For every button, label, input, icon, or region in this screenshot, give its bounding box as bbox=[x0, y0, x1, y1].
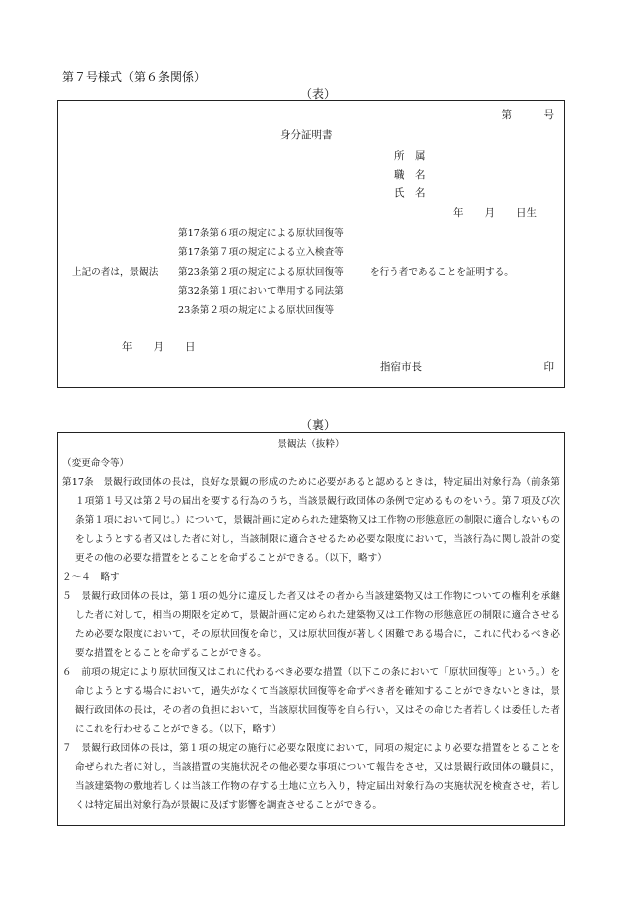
back-side-label: （裏） bbox=[300, 418, 337, 432]
name-label: 氏 名 bbox=[394, 187, 426, 199]
issue-date-label: 年 月 日 bbox=[122, 341, 196, 353]
front-side-label: （表） bbox=[300, 87, 337, 101]
certificate-intro: 上記の者は，景観法 bbox=[72, 267, 159, 278]
law-paragraph: 第17条 景観行政団体の長は，良好な景観の形成のために必要があると認めるときは，特定届出対象行為（前条第１項第１号又は第２号の届出を要する行為のうち，当該景観行政団体の条例で定めるものをいう。第７項及び次条第１項において同じ。）について，景観計画に定められた建築物又は工作物の形態意匠の制限に適合しないものをしようとする者又はした者に対し，当該制限に適合させるため必要な限度において，当該行為に関し設計の変更その他の必要な措置をとることを命ずることができる。（以下，略す） bbox=[62, 477, 560, 564]
certificate-outro: を行う者であることを証明する。 bbox=[370, 267, 514, 278]
form-title: 第７号様式（第６条関係） bbox=[62, 70, 207, 84]
law-paragraph: ２～４ 略す bbox=[62, 572, 120, 583]
position-label: 職 名 bbox=[394, 169, 426, 181]
provision-item: 第23条第２項の規定による原状回復等 bbox=[178, 267, 344, 278]
seal-mark: 印 bbox=[543, 361, 554, 373]
excerpt-subheading: （変更命令等） bbox=[62, 458, 130, 469]
certificate-number-label: 第 号 bbox=[501, 109, 554, 121]
certificate-title: 身分証明書 bbox=[280, 129, 333, 141]
provision-item: 第17条第７項の規定による立入検査等 bbox=[178, 247, 344, 258]
issuer-name: 指宿市長 bbox=[380, 361, 422, 373]
provision-item: 第32条第１項において準用する同法第 bbox=[178, 286, 344, 297]
excerpt-heading: 景観法（抜粋） bbox=[277, 439, 345, 450]
provision-item: 第17条第６項の規定による原状回復等 bbox=[178, 228, 344, 239]
provision-item: 23条第２項の規定による原状回復等 bbox=[178, 305, 335, 316]
front-certificate bbox=[57, 100, 565, 388]
law-paragraph: ６ 前項の規定により原状回復又はこれに代わるべき必要な措置（以下この条において「原状回復等」という。）を命じようとする場合において，過失がなくて当該原状回復等を命ずべき者を確知することができないときは，景観行政団体の長は，その者の負担において，当該原状回復等を自ら行い，又はその命じた者若しくは委任した者にこれを行わせることができる。（以下，略す） bbox=[62, 667, 560, 735]
law-paragraph: ７ 景観行政団体の長は，第１項の規定の施行に必要な限度において，同項の規定により必要な措置をとることを命ぜられた者に対し，当該措置の実施状況その他必要な事項について報告をさせ，又は景観行政団体の職員に，当該建築物の敷地若しくは当該工作物の存する土地に立ち入り，特定届出対象行為の実施状況を検査させ，若しくは特定届出対象行為が景観に及ぼす影響を調査させることができる。 bbox=[62, 743, 560, 811]
birthdate-label: 年 月 日生 bbox=[453, 207, 537, 219]
affiliation-label: 所 属 bbox=[394, 150, 426, 162]
back-law-excerpt bbox=[57, 432, 565, 826]
law-paragraph: ５ 景観行政団体の長は，第１項の処分に違反した者又はその者から当該建築物又は工作物についての権利を承継した者に対して，相当の期限を定めて，景観計画に定められた建築物又は工作物の形態意匠の制限に適合させるため必要な限度において，その原状回復を命じ，又は原状回復が著しく困難である場合に，これに代わるべき必要な措置をとることを命ずることができる。 bbox=[62, 591, 560, 659]
